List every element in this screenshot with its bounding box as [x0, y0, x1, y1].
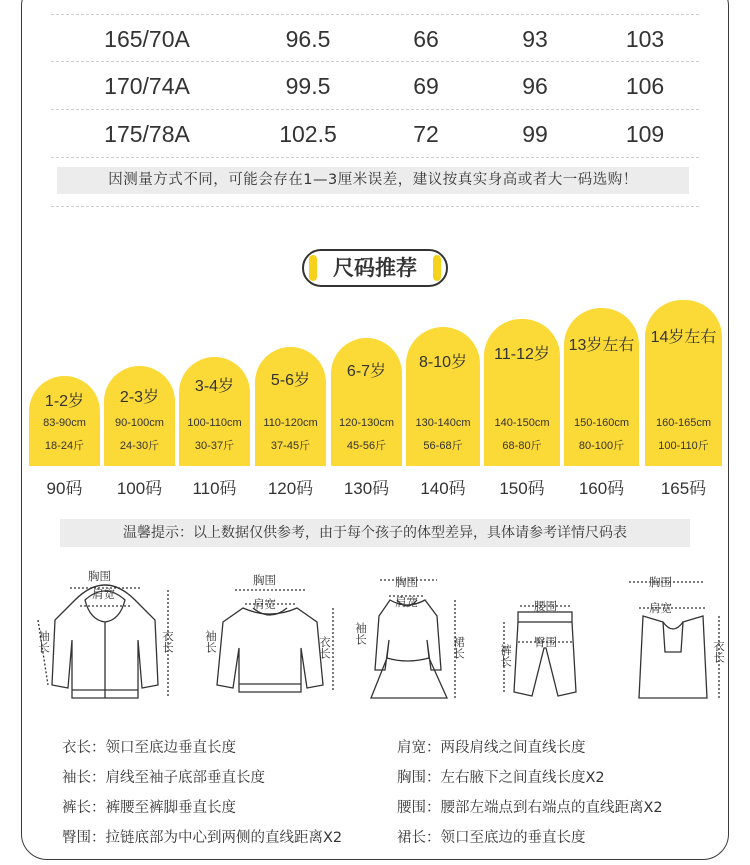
pants-hip-label: 臀围: [534, 635, 557, 649]
bar-age-label: 2-3岁: [119, 389, 160, 406]
pants-leg-label: 裤长: [499, 644, 513, 667]
size-table-cell: 93: [522, 26, 548, 52]
size-table-cell: 102.5: [279, 121, 337, 147]
bar-height-label: 83-90cm: [43, 417, 86, 429]
size-bar: [255, 347, 326, 466]
sweater-chest-label: 胸围: [253, 573, 276, 587]
bar-weight-label: 68-80斤: [502, 440, 542, 452]
definition-item: [62, 736, 236, 757]
size-table-cell: 66: [413, 26, 439, 52]
bar-weight-label: 30-37斤: [194, 440, 235, 452]
size-tip: 温馨提示：以上数据仅供参考，由于每个孩子的体型差异，具体请参考详情尺码表: [60, 519, 690, 547]
definition-term: 肩宽：: [397, 740, 441, 756]
definition-item: [397, 766, 605, 787]
size-code-label: 90码: [46, 479, 83, 498]
definition-item: [62, 796, 236, 817]
size-bar: [29, 376, 100, 466]
size-table-cell: 99.5: [285, 73, 331, 99]
definition-term: 胸围：: [397, 770, 441, 786]
size-table-cell: 106: [625, 73, 665, 99]
jacket-shoulder-label: 肩宽: [92, 587, 115, 601]
bar-weight-label: 56-68斤: [423, 440, 463, 452]
bar-age-label: 5-6岁: [270, 372, 311, 389]
size-bar: [645, 300, 722, 466]
size-table-cell: 165/70A: [104, 26, 190, 52]
size-code-label: 100码: [116, 479, 163, 498]
sweater-shoulder-label: 肩宽: [253, 597, 276, 611]
bar-age-label: 13岁左右: [568, 337, 635, 354]
size-code-label: 130码: [343, 479, 390, 498]
bar-weight-label: 45-56斤: [346, 440, 387, 452]
vest-diagram: [615, 560, 730, 710]
definition-item: [397, 826, 586, 847]
definition-desc: 肩线至袖子底部垂直长度: [105, 770, 265, 786]
dress-length-label: 裙长: [452, 636, 466, 659]
definition-term: 袖长：: [62, 770, 106, 786]
jacket-sleeve-label: 袖长: [37, 630, 51, 653]
size-table-cell: 99: [522, 121, 548, 147]
size-code-label: 165码: [660, 479, 707, 498]
size-bar: [406, 327, 480, 466]
definition-desc: 裤腰至裤脚垂直长度: [105, 800, 236, 816]
jacket-chest-label: 胸围: [88, 569, 111, 583]
definition-term: 衣长：: [62, 740, 106, 756]
vest-chest-label: 胸围: [649, 575, 672, 589]
definition-desc: 两段肩线之间直线长度: [440, 740, 586, 756]
pants-waist-label: 腰围: [534, 599, 557, 613]
bar-weight-label: 80-100斤: [578, 440, 625, 452]
bar-age-label: 11-12岁: [494, 346, 550, 363]
section-title-text: 尺码推荐: [333, 256, 417, 280]
vest-shoulder-label: 肩宽: [649, 601, 672, 615]
size-table-cell: 103: [625, 26, 665, 52]
definition-desc: 拉链底部为中心到两侧的直线距离X2: [105, 830, 343, 846]
vest-length-label: 衣长: [712, 640, 726, 663]
vest-icon: [615, 560, 730, 710]
definition-term: 腰围：: [397, 800, 441, 816]
bar-height-label: 90-100cm: [115, 417, 164, 429]
bar-height-label: 160-165cm: [655, 417, 712, 429]
size-bar: [331, 338, 402, 466]
bar-weight-label: 100-110斤: [658, 440, 709, 452]
definition-item: [62, 766, 265, 787]
size-table-cell: 96.5: [285, 26, 331, 52]
bar-height-label: 120-130cm: [338, 417, 395, 429]
size-table-cell: 69: [413, 73, 439, 99]
measurement-notice: 因测量方式不同，可能会存在1—3厘米误差，建议按真实身高或者大一码选购！: [57, 167, 689, 194]
size-code-label: 140码: [420, 479, 466, 498]
dress-chest-label: 胸围: [395, 575, 418, 589]
bar-age-label: 3-4岁: [194, 378, 235, 395]
garment-diagrams: [0, 560, 750, 710]
dress-shoulder-label: 肩宽: [395, 595, 418, 609]
definition-term: 裙长：: [397, 830, 441, 846]
bar-height-label: 100-110cm: [187, 417, 242, 429]
bar-height-label: 140-150cm: [494, 417, 550, 429]
bar-age-label: 14岁左右: [650, 329, 717, 346]
bar-height-label: 110-120cm: [263, 417, 318, 429]
size-code-label: 110码: [192, 479, 237, 498]
definition-desc: 领口至底边的垂直长度: [440, 830, 586, 846]
definition-desc: 领口至底边垂直长度: [105, 740, 236, 756]
size-table-cell: 72: [413, 121, 439, 147]
size-code-label: 160码: [578, 479, 625, 498]
sweater-sleeve-label: 袖长: [204, 630, 218, 653]
bar-weight-label: 18-24斤: [44, 440, 85, 452]
definition-item: [397, 736, 586, 757]
size-code-label: 120码: [267, 479, 314, 498]
size-table-cell: 96: [522, 73, 548, 99]
size-bar: [564, 308, 639, 466]
definition-term: 裤长：: [62, 800, 106, 816]
bar-weight-label: 37-45斤: [270, 440, 311, 452]
bar-height-label: 130-140cm: [415, 417, 471, 429]
definition-desc: 腰部左端点到右端点的直线距离X2: [440, 800, 663, 816]
bar-weight-label: 24-30斤: [119, 440, 160, 452]
size-code-label: 150码: [499, 479, 545, 498]
bar-age-label: 6-7岁: [346, 363, 387, 380]
size-table-cell: 109: [625, 121, 665, 147]
sweater-length-label: 衣长: [318, 636, 332, 659]
definition-item: [397, 796, 663, 817]
jacket-length-label: 衣长: [161, 630, 175, 653]
bar-age-label: 1-2岁: [44, 393, 85, 410]
definition-desc: 左右腋下之间直线长度X2: [440, 770, 605, 786]
sweater-diagram: [195, 560, 345, 710]
bar-age-label: 8-10岁: [418, 354, 468, 371]
dress-diagram: [345, 560, 475, 710]
jacket-diagram: [30, 560, 180, 710]
pants-diagram: [490, 560, 600, 710]
definition-item: [62, 826, 342, 847]
size-bar: [179, 357, 250, 466]
size-table-cell: 170/74A: [104, 73, 190, 99]
size-table-cell: 175/78A: [104, 121, 190, 147]
definition-term: 臀围：: [62, 830, 106, 846]
size-bar: [484, 319, 560, 466]
dress-sleeve-label: 袖长: [354, 622, 368, 645]
size-bar: [104, 366, 175, 466]
bar-height-label: 150-160cm: [573, 417, 630, 429]
